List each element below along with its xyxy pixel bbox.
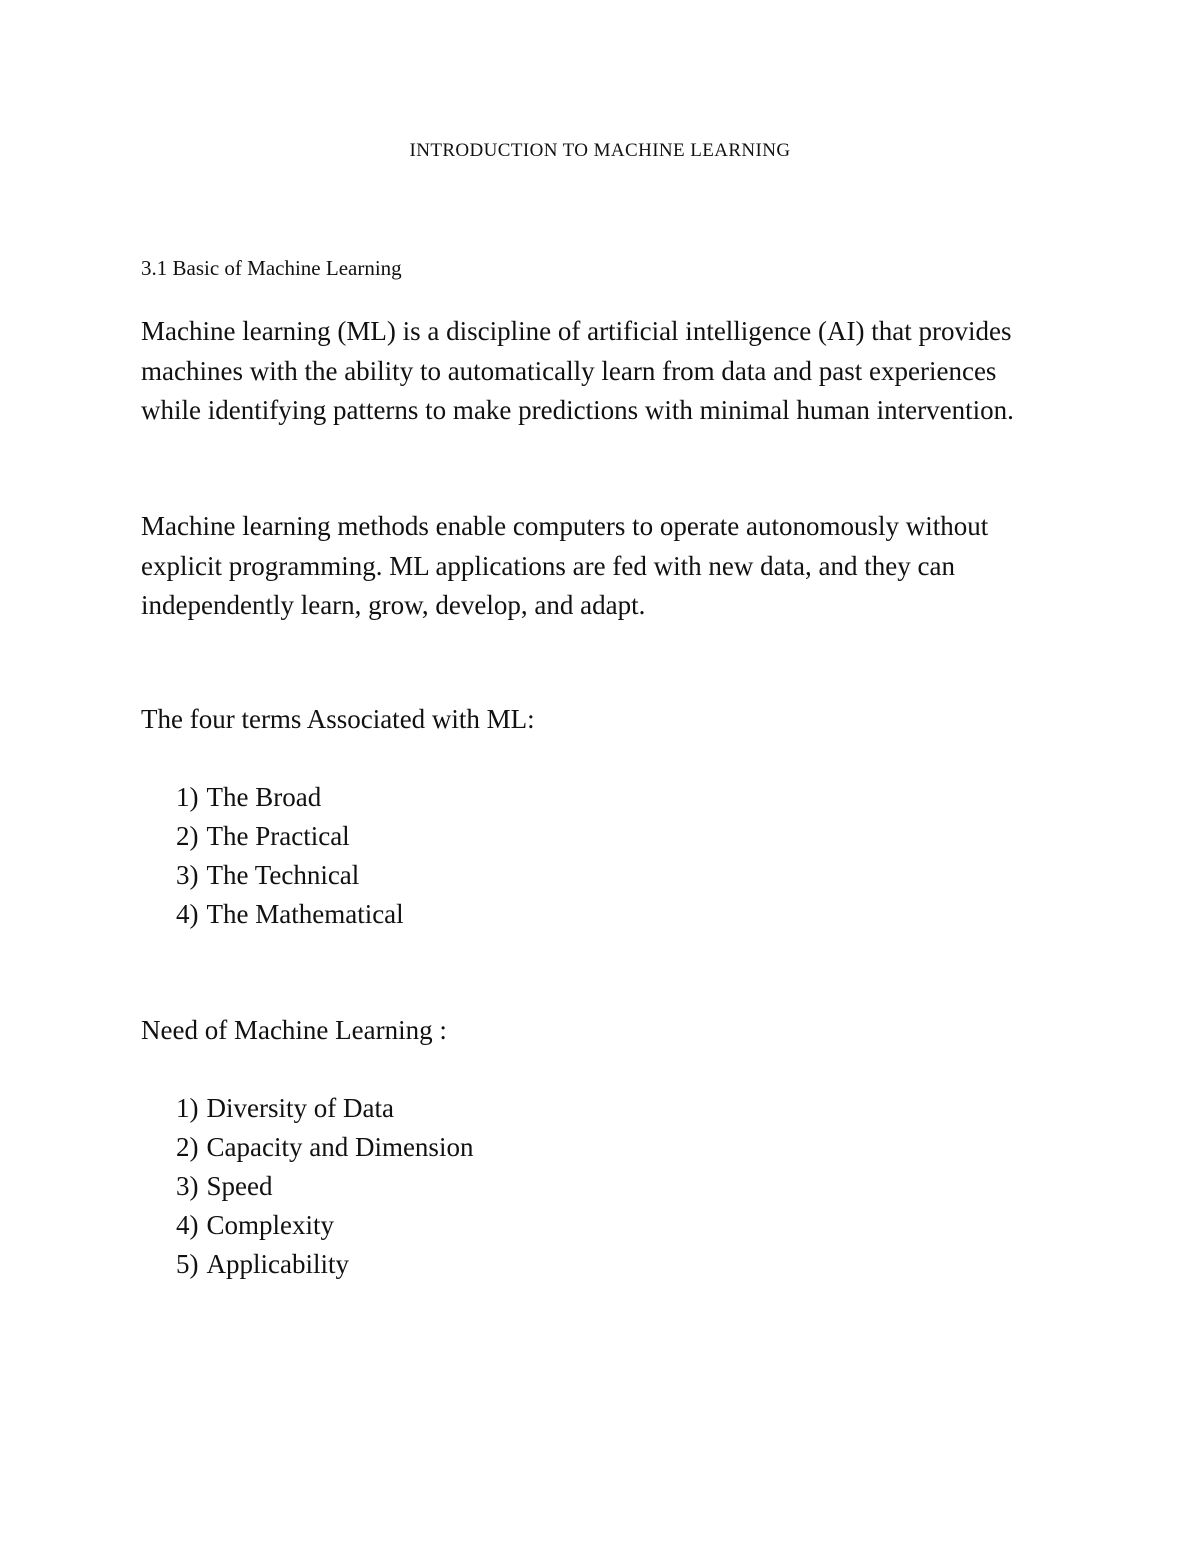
list-item bbox=[176, 1206, 473, 1245]
list-item-text: The Technical bbox=[206, 860, 360, 890]
needs-list bbox=[176, 1089, 473, 1284]
list-number: 2) bbox=[176, 1132, 199, 1162]
list-number: 3) bbox=[176, 860, 199, 890]
list-number: 4) bbox=[176, 1210, 199, 1240]
list-item bbox=[176, 817, 404, 856]
list-item-text: The Mathematical bbox=[206, 899, 404, 929]
list-item-text: The Practical bbox=[206, 821, 350, 851]
list-item-text: Applicability bbox=[206, 1249, 349, 1279]
paragraph-ml-definition: Machine learning (ML) is a discipline of artificial intelligence (AI) that provides machines with the ability to automatically learn from data and past experiences while identifying patterns to make predictions with minimal human intervention. bbox=[141, 316, 1014, 425]
terms-list bbox=[176, 778, 404, 934]
list-item-text: Capacity and Dimension bbox=[206, 1132, 474, 1162]
list-number: 5) bbox=[176, 1249, 199, 1279]
section-heading: 3.1 Basic of Machine Learning bbox=[141, 256, 402, 280]
paragraph-ml-methods: Machine learning methods enable computers to operate autonomously without explicit programming. ML applications are fed with new data, and they can independently learn, grow, develop, and adapt. bbox=[141, 511, 989, 620]
list-item bbox=[176, 1128, 473, 1167]
terms-heading: The four terms Associated with ML: bbox=[141, 704, 535, 734]
list-number: 4) bbox=[176, 899, 199, 929]
list-item bbox=[176, 1089, 473, 1128]
list-item-text: Diversity of Data bbox=[206, 1093, 394, 1123]
list-item-text: Complexity bbox=[206, 1210, 334, 1240]
list-number: 2) bbox=[176, 821, 199, 851]
list-item bbox=[176, 895, 404, 934]
list-item bbox=[176, 856, 404, 895]
needs-heading: Need of Machine Learning : bbox=[141, 1015, 447, 1045]
list-item-text: The Broad bbox=[206, 782, 322, 812]
list-item-text: Speed bbox=[206, 1171, 273, 1201]
list-item bbox=[176, 1167, 473, 1206]
list-number: 3) bbox=[176, 1171, 199, 1201]
list-number: 1) bbox=[176, 782, 199, 812]
list-item bbox=[176, 1245, 473, 1284]
list-item bbox=[176, 778, 404, 817]
list-number: 1) bbox=[176, 1093, 199, 1123]
document-title: INTRODUCTION TO MACHINE LEARNING bbox=[409, 140, 791, 161]
